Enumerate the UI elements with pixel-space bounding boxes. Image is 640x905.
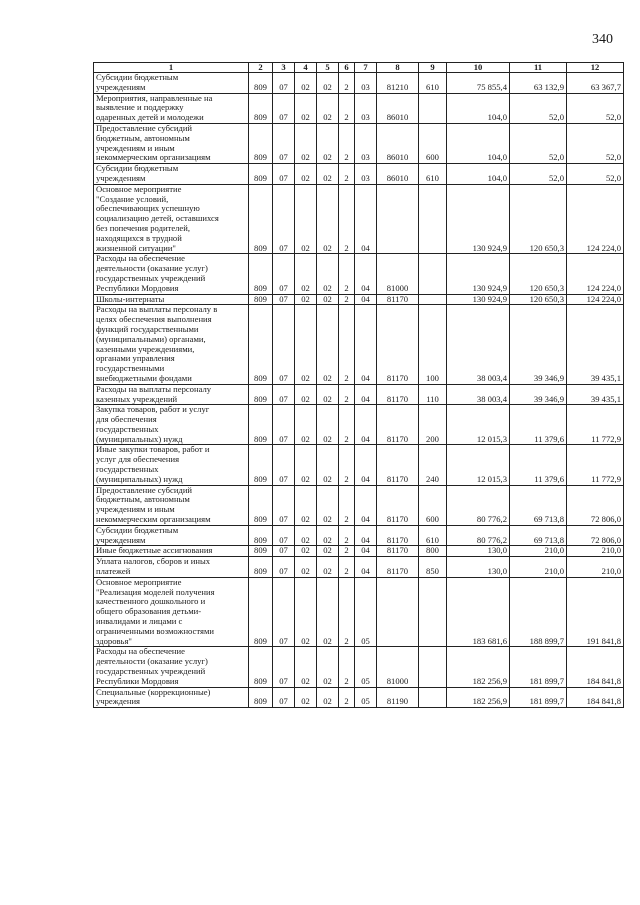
table-row <box>94 384 624 405</box>
table-row <box>94 405 624 445</box>
cell-col-12: 39 435,1 <box>567 305 624 384</box>
cell-col-8: 81170 <box>377 405 419 445</box>
cell-col-10: 130 924,9 <box>447 294 510 305</box>
cell-col-11: 11 379,6 <box>510 405 567 445</box>
cell-col-5: 02 <box>317 577 339 647</box>
cell-col-4: 02 <box>295 557 317 578</box>
cell-col-8: 81170 <box>377 445 419 485</box>
column-header-10: 10 <box>447 63 510 73</box>
cell-col-8: 81170 <box>377 525 419 546</box>
cell-col-6: 2 <box>339 485 355 525</box>
row-name-cell: Предоставление субсидий бюджетным, автономным учреждениям и иным некоммерческим организациям <box>94 123 249 163</box>
cell-col-5: 02 <box>317 546 339 557</box>
cell-col-12: 11 772,9 <box>567 405 624 445</box>
cell-col-7: 04 <box>355 405 377 445</box>
cell-col-5: 02 <box>317 294 339 305</box>
cell-col-4: 02 <box>295 305 317 384</box>
cell-col-2: 809 <box>249 557 273 578</box>
cell-col-5: 02 <box>317 164 339 185</box>
cell-col-8: 81170 <box>377 557 419 578</box>
cell-col-7: 04 <box>355 485 377 525</box>
cell-col-10: 80 776,2 <box>447 525 510 546</box>
row-name-cell: Основное мероприятие "Создание условий, обеспечивающих успешную социализацию детей, оставшихся без попечения родителей, находящихся в трудной жизненной ситуации" <box>94 184 249 254</box>
column-header-7: 7 <box>355 63 377 73</box>
cell-col-7: 04 <box>355 294 377 305</box>
cell-col-8 <box>377 577 419 647</box>
cell-col-9: 240 <box>419 445 447 485</box>
cell-col-2: 809 <box>249 485 273 525</box>
cell-col-7: 04 <box>355 525 377 546</box>
page-number: 340 <box>592 32 613 47</box>
cell-col-2: 809 <box>249 93 273 123</box>
cell-col-8 <box>377 184 419 254</box>
cell-col-10: 80 776,2 <box>447 485 510 525</box>
cell-col-6: 2 <box>339 123 355 163</box>
cell-col-4: 02 <box>295 73 317 94</box>
row-name-cell: Уплата налогов, сборов и иных платежей <box>94 557 249 578</box>
cell-col-7: 03 <box>355 73 377 94</box>
cell-col-3: 07 <box>273 445 295 485</box>
row-name-cell: Расходы на обеспечение деятельности (оказание услуг) государственных учреждений Республики Мордовия <box>94 647 249 687</box>
table-row <box>94 164 624 185</box>
cell-col-3: 07 <box>273 405 295 445</box>
row-name-cell: Расходы на обеспечение деятельности (оказание услуг) государственных учреждений Республики Мордовия <box>94 254 249 294</box>
row-name-cell: Мероприятия, направленные на выявление и поддержку одаренных детей и молодежи <box>94 93 249 123</box>
cell-col-12: 124 224,0 <box>567 294 624 305</box>
cell-col-11: 39 346,9 <box>510 384 567 405</box>
cell-col-4: 02 <box>295 93 317 123</box>
cell-col-9: 610 <box>419 73 447 94</box>
row-name-cell: Иные закупки товаров, работ и услуг для обеспечения государственных (муниципальных) нужд <box>94 445 249 485</box>
cell-col-9 <box>419 93 447 123</box>
table-row <box>94 557 624 578</box>
cell-col-7: 04 <box>355 254 377 294</box>
cell-col-5: 02 <box>317 254 339 294</box>
cell-col-10: 182 256,9 <box>447 687 510 708</box>
cell-col-4: 02 <box>295 647 317 687</box>
row-name-cell: Расходы на выплаты персоналу в целях обеспечения выполнения функций государственными (муниципальными) органами, казенными учреждениями, органами управления государственными внебюджетными фондами <box>94 305 249 384</box>
cell-col-12: 210,0 <box>567 546 624 557</box>
cell-col-11: 210,0 <box>510 546 567 557</box>
header-row <box>94 63 624 73</box>
cell-col-10: 183 681,6 <box>447 577 510 647</box>
cell-col-11: 69 713,8 <box>510 485 567 525</box>
cell-col-7: 04 <box>355 384 377 405</box>
cell-col-8: 81170 <box>377 546 419 557</box>
cell-col-12: 210,0 <box>567 557 624 578</box>
table-row <box>94 485 624 525</box>
cell-col-12: 72 806,0 <box>567 525 624 546</box>
cell-col-8: 81000 <box>377 647 419 687</box>
cell-col-10: 130,0 <box>447 546 510 557</box>
cell-col-10: 38 003,4 <box>447 305 510 384</box>
cell-col-4: 02 <box>295 445 317 485</box>
cell-col-6: 2 <box>339 557 355 578</box>
cell-col-6: 2 <box>339 184 355 254</box>
cell-col-6: 2 <box>339 647 355 687</box>
cell-col-6: 2 <box>339 687 355 708</box>
row-name-cell: Школы-интернаты <box>94 294 249 305</box>
cell-col-6: 2 <box>339 577 355 647</box>
cell-col-10: 12 015,3 <box>447 405 510 445</box>
cell-col-7: 03 <box>355 164 377 185</box>
cell-col-4: 02 <box>295 254 317 294</box>
cell-col-4: 02 <box>295 184 317 254</box>
cell-col-11: 188 899,7 <box>510 577 567 647</box>
cell-col-11: 39 346,9 <box>510 305 567 384</box>
cell-col-5: 02 <box>317 485 339 525</box>
cell-col-11: 120 650,3 <box>510 184 567 254</box>
cell-col-2: 809 <box>249 254 273 294</box>
cell-col-2: 809 <box>249 647 273 687</box>
cell-col-9 <box>419 577 447 647</box>
cell-col-7: 04 <box>355 546 377 557</box>
table-row <box>94 687 624 708</box>
cell-col-3: 07 <box>273 687 295 708</box>
cell-col-9: 600 <box>419 485 447 525</box>
cell-col-9: 110 <box>419 384 447 405</box>
table-row <box>94 254 624 294</box>
cell-col-10: 38 003,4 <box>447 384 510 405</box>
cell-col-4: 02 <box>295 687 317 708</box>
cell-col-4: 02 <box>295 123 317 163</box>
cell-col-3: 07 <box>273 485 295 525</box>
cell-col-2: 809 <box>249 184 273 254</box>
cell-col-5: 02 <box>317 687 339 708</box>
cell-col-8: 81210 <box>377 73 419 94</box>
cell-col-8: 81170 <box>377 485 419 525</box>
cell-col-10: 130 924,9 <box>447 184 510 254</box>
cell-col-11: 181 899,7 <box>510 647 567 687</box>
cell-col-8: 81190 <box>377 687 419 708</box>
table-row <box>94 546 624 557</box>
cell-col-3: 07 <box>273 73 295 94</box>
cell-col-3: 07 <box>273 294 295 305</box>
cell-col-3: 07 <box>273 123 295 163</box>
cell-col-6: 2 <box>339 73 355 94</box>
cell-col-9 <box>419 294 447 305</box>
cell-col-11: 181 899,7 <box>510 687 567 708</box>
cell-col-10: 75 855,4 <box>447 73 510 94</box>
column-header-12: 12 <box>567 63 624 73</box>
cell-col-12: 72 806,0 <box>567 485 624 525</box>
table-row <box>94 184 624 254</box>
cell-col-10: 104,0 <box>447 123 510 163</box>
cell-col-8: 86010 <box>377 164 419 185</box>
cell-col-4: 02 <box>295 546 317 557</box>
cell-col-6: 2 <box>339 294 355 305</box>
cell-col-6: 2 <box>339 305 355 384</box>
cell-col-11: 52,0 <box>510 164 567 185</box>
cell-col-11: 120 650,3 <box>510 294 567 305</box>
cell-col-12: 124 224,0 <box>567 184 624 254</box>
column-header-5: 5 <box>317 63 339 73</box>
cell-col-5: 02 <box>317 647 339 687</box>
cell-col-11: 69 713,8 <box>510 525 567 546</box>
cell-col-2: 809 <box>249 294 273 305</box>
cell-col-7: 04 <box>355 557 377 578</box>
table-row <box>94 305 624 384</box>
cell-col-8: 81000 <box>377 254 419 294</box>
column-header-6: 6 <box>339 63 355 73</box>
cell-col-3: 07 <box>273 305 295 384</box>
cell-col-11: 52,0 <box>510 123 567 163</box>
cell-col-12: 52,0 <box>567 123 624 163</box>
cell-col-7: 05 <box>355 647 377 687</box>
cell-col-5: 02 <box>317 525 339 546</box>
table-row <box>94 294 624 305</box>
cell-col-5: 02 <box>317 93 339 123</box>
column-header-9: 9 <box>419 63 447 73</box>
cell-col-12: 11 772,9 <box>567 445 624 485</box>
cell-col-2: 809 <box>249 73 273 94</box>
table-row <box>94 525 624 546</box>
cell-col-2: 809 <box>249 687 273 708</box>
cell-col-11: 210,0 <box>510 557 567 578</box>
table-header <box>94 63 624 73</box>
cell-col-8: 86010 <box>377 93 419 123</box>
cell-col-10: 130,0 <box>447 557 510 578</box>
cell-col-10: 104,0 <box>447 93 510 123</box>
cell-col-11: 11 379,6 <box>510 445 567 485</box>
cell-col-5: 02 <box>317 384 339 405</box>
row-name-cell: Закупка товаров, работ и услуг для обеспечения государственных (муниципальных) нужд <box>94 405 249 445</box>
cell-col-6: 2 <box>339 525 355 546</box>
cell-col-6: 2 <box>339 445 355 485</box>
cell-col-6: 2 <box>339 164 355 185</box>
row-name-cell: Предоставление субсидий бюджетным, автономным учреждениям и иным некоммерческим организациям <box>94 485 249 525</box>
cell-col-9: 800 <box>419 546 447 557</box>
column-header-1: 1 <box>94 63 249 73</box>
cell-col-4: 02 <box>295 294 317 305</box>
cell-col-2: 809 <box>249 305 273 384</box>
cell-col-5: 02 <box>317 445 339 485</box>
table-body <box>94 73 624 708</box>
cell-col-6: 2 <box>339 546 355 557</box>
cell-col-3: 07 <box>273 647 295 687</box>
table-row <box>94 123 624 163</box>
cell-col-9: 610 <box>419 164 447 185</box>
cell-col-8: 86010 <box>377 123 419 163</box>
cell-col-9: 850 <box>419 557 447 578</box>
cell-col-12: 63 367,7 <box>567 73 624 94</box>
cell-col-9 <box>419 184 447 254</box>
cell-col-11: 52,0 <box>510 93 567 123</box>
cell-col-2: 809 <box>249 123 273 163</box>
cell-col-3: 07 <box>273 384 295 405</box>
cell-col-3: 07 <box>273 525 295 546</box>
row-name-cell: Субсидии бюджетным учреждениям <box>94 73 249 94</box>
cell-col-6: 2 <box>339 254 355 294</box>
cell-col-10: 130 924,9 <box>447 254 510 294</box>
cell-col-6: 2 <box>339 405 355 445</box>
cell-col-3: 07 <box>273 184 295 254</box>
cell-col-8: 81170 <box>377 294 419 305</box>
cell-col-5: 02 <box>317 557 339 578</box>
cell-col-5: 02 <box>317 305 339 384</box>
table-row <box>94 445 624 485</box>
column-header-2: 2 <box>249 63 273 73</box>
cell-col-2: 809 <box>249 384 273 405</box>
cell-col-6: 2 <box>339 384 355 405</box>
cell-col-7: 04 <box>355 184 377 254</box>
cell-col-12: 124 224,0 <box>567 254 624 294</box>
table-row <box>94 577 624 647</box>
cell-col-9: 200 <box>419 405 447 445</box>
cell-col-9 <box>419 647 447 687</box>
cell-col-9: 600 <box>419 123 447 163</box>
table-row <box>94 93 624 123</box>
cell-col-5: 02 <box>317 73 339 94</box>
table-row <box>94 647 624 687</box>
column-header-4: 4 <box>295 63 317 73</box>
cell-col-3: 07 <box>273 546 295 557</box>
cell-col-12: 52,0 <box>567 164 624 185</box>
cell-col-2: 809 <box>249 577 273 647</box>
row-name-cell: Субсидии бюджетным учреждениям <box>94 525 249 546</box>
column-header-3: 3 <box>273 63 295 73</box>
cell-col-4: 02 <box>295 577 317 647</box>
cell-col-12: 184 841,8 <box>567 687 624 708</box>
cell-col-9: 100 <box>419 305 447 384</box>
cell-col-10: 104,0 <box>447 164 510 185</box>
cell-col-11: 120 650,3 <box>510 254 567 294</box>
cell-col-7: 04 <box>355 445 377 485</box>
cell-col-3: 07 <box>273 557 295 578</box>
cell-col-7: 05 <box>355 577 377 647</box>
cell-col-4: 02 <box>295 485 317 525</box>
cell-col-12: 52,0 <box>567 93 624 123</box>
cell-col-11: 63 132,9 <box>510 73 567 94</box>
cell-col-5: 02 <box>317 123 339 163</box>
cell-col-2: 809 <box>249 525 273 546</box>
row-name-cell: Субсидии бюджетным учреждениям <box>94 164 249 185</box>
cell-col-10: 182 256,9 <box>447 647 510 687</box>
cell-col-2: 809 <box>249 405 273 445</box>
cell-col-3: 07 <box>273 93 295 123</box>
cell-col-9 <box>419 254 447 294</box>
cell-col-7: 03 <box>355 123 377 163</box>
row-name-cell: Иные бюджетные ассигнования <box>94 546 249 557</box>
cell-col-3: 07 <box>273 577 295 647</box>
cell-col-12: 184 841,8 <box>567 647 624 687</box>
cell-col-4: 02 <box>295 384 317 405</box>
cell-col-10: 12 015,3 <box>447 445 510 485</box>
cell-col-2: 809 <box>249 164 273 185</box>
column-header-11: 11 <box>510 63 567 73</box>
cell-col-5: 02 <box>317 184 339 254</box>
cell-col-4: 02 <box>295 525 317 546</box>
column-header-8: 8 <box>377 63 419 73</box>
cell-col-5: 02 <box>317 405 339 445</box>
cell-col-4: 02 <box>295 164 317 185</box>
cell-col-12: 191 841,8 <box>567 577 624 647</box>
row-name-cell: Основное мероприятие "Реализация моделей получения качественного дошкольного и общего образования детьми- инвалидами и лицами с ограниченными возможностями здоровья" <box>94 577 249 647</box>
cell-col-3: 07 <box>273 254 295 294</box>
row-name-cell: Расходы на выплаты персоналу казенных учреждений <box>94 384 249 405</box>
cell-col-8: 81170 <box>377 384 419 405</box>
cell-col-7: 05 <box>355 687 377 708</box>
cell-col-12: 39 435,1 <box>567 384 624 405</box>
cell-col-6: 2 <box>339 93 355 123</box>
table-row <box>94 73 624 94</box>
cell-col-9 <box>419 687 447 708</box>
row-name-cell: Специальные (коррекционные) учреждения <box>94 687 249 708</box>
cell-col-9: 610 <box>419 525 447 546</box>
cell-col-3: 07 <box>273 164 295 185</box>
cell-col-2: 809 <box>249 546 273 557</box>
cell-col-8: 81170 <box>377 305 419 384</box>
cell-col-7: 03 <box>355 93 377 123</box>
budget-table <box>93 62 624 708</box>
cell-col-2: 809 <box>249 445 273 485</box>
cell-col-4: 02 <box>295 405 317 445</box>
cell-col-7: 04 <box>355 305 377 384</box>
